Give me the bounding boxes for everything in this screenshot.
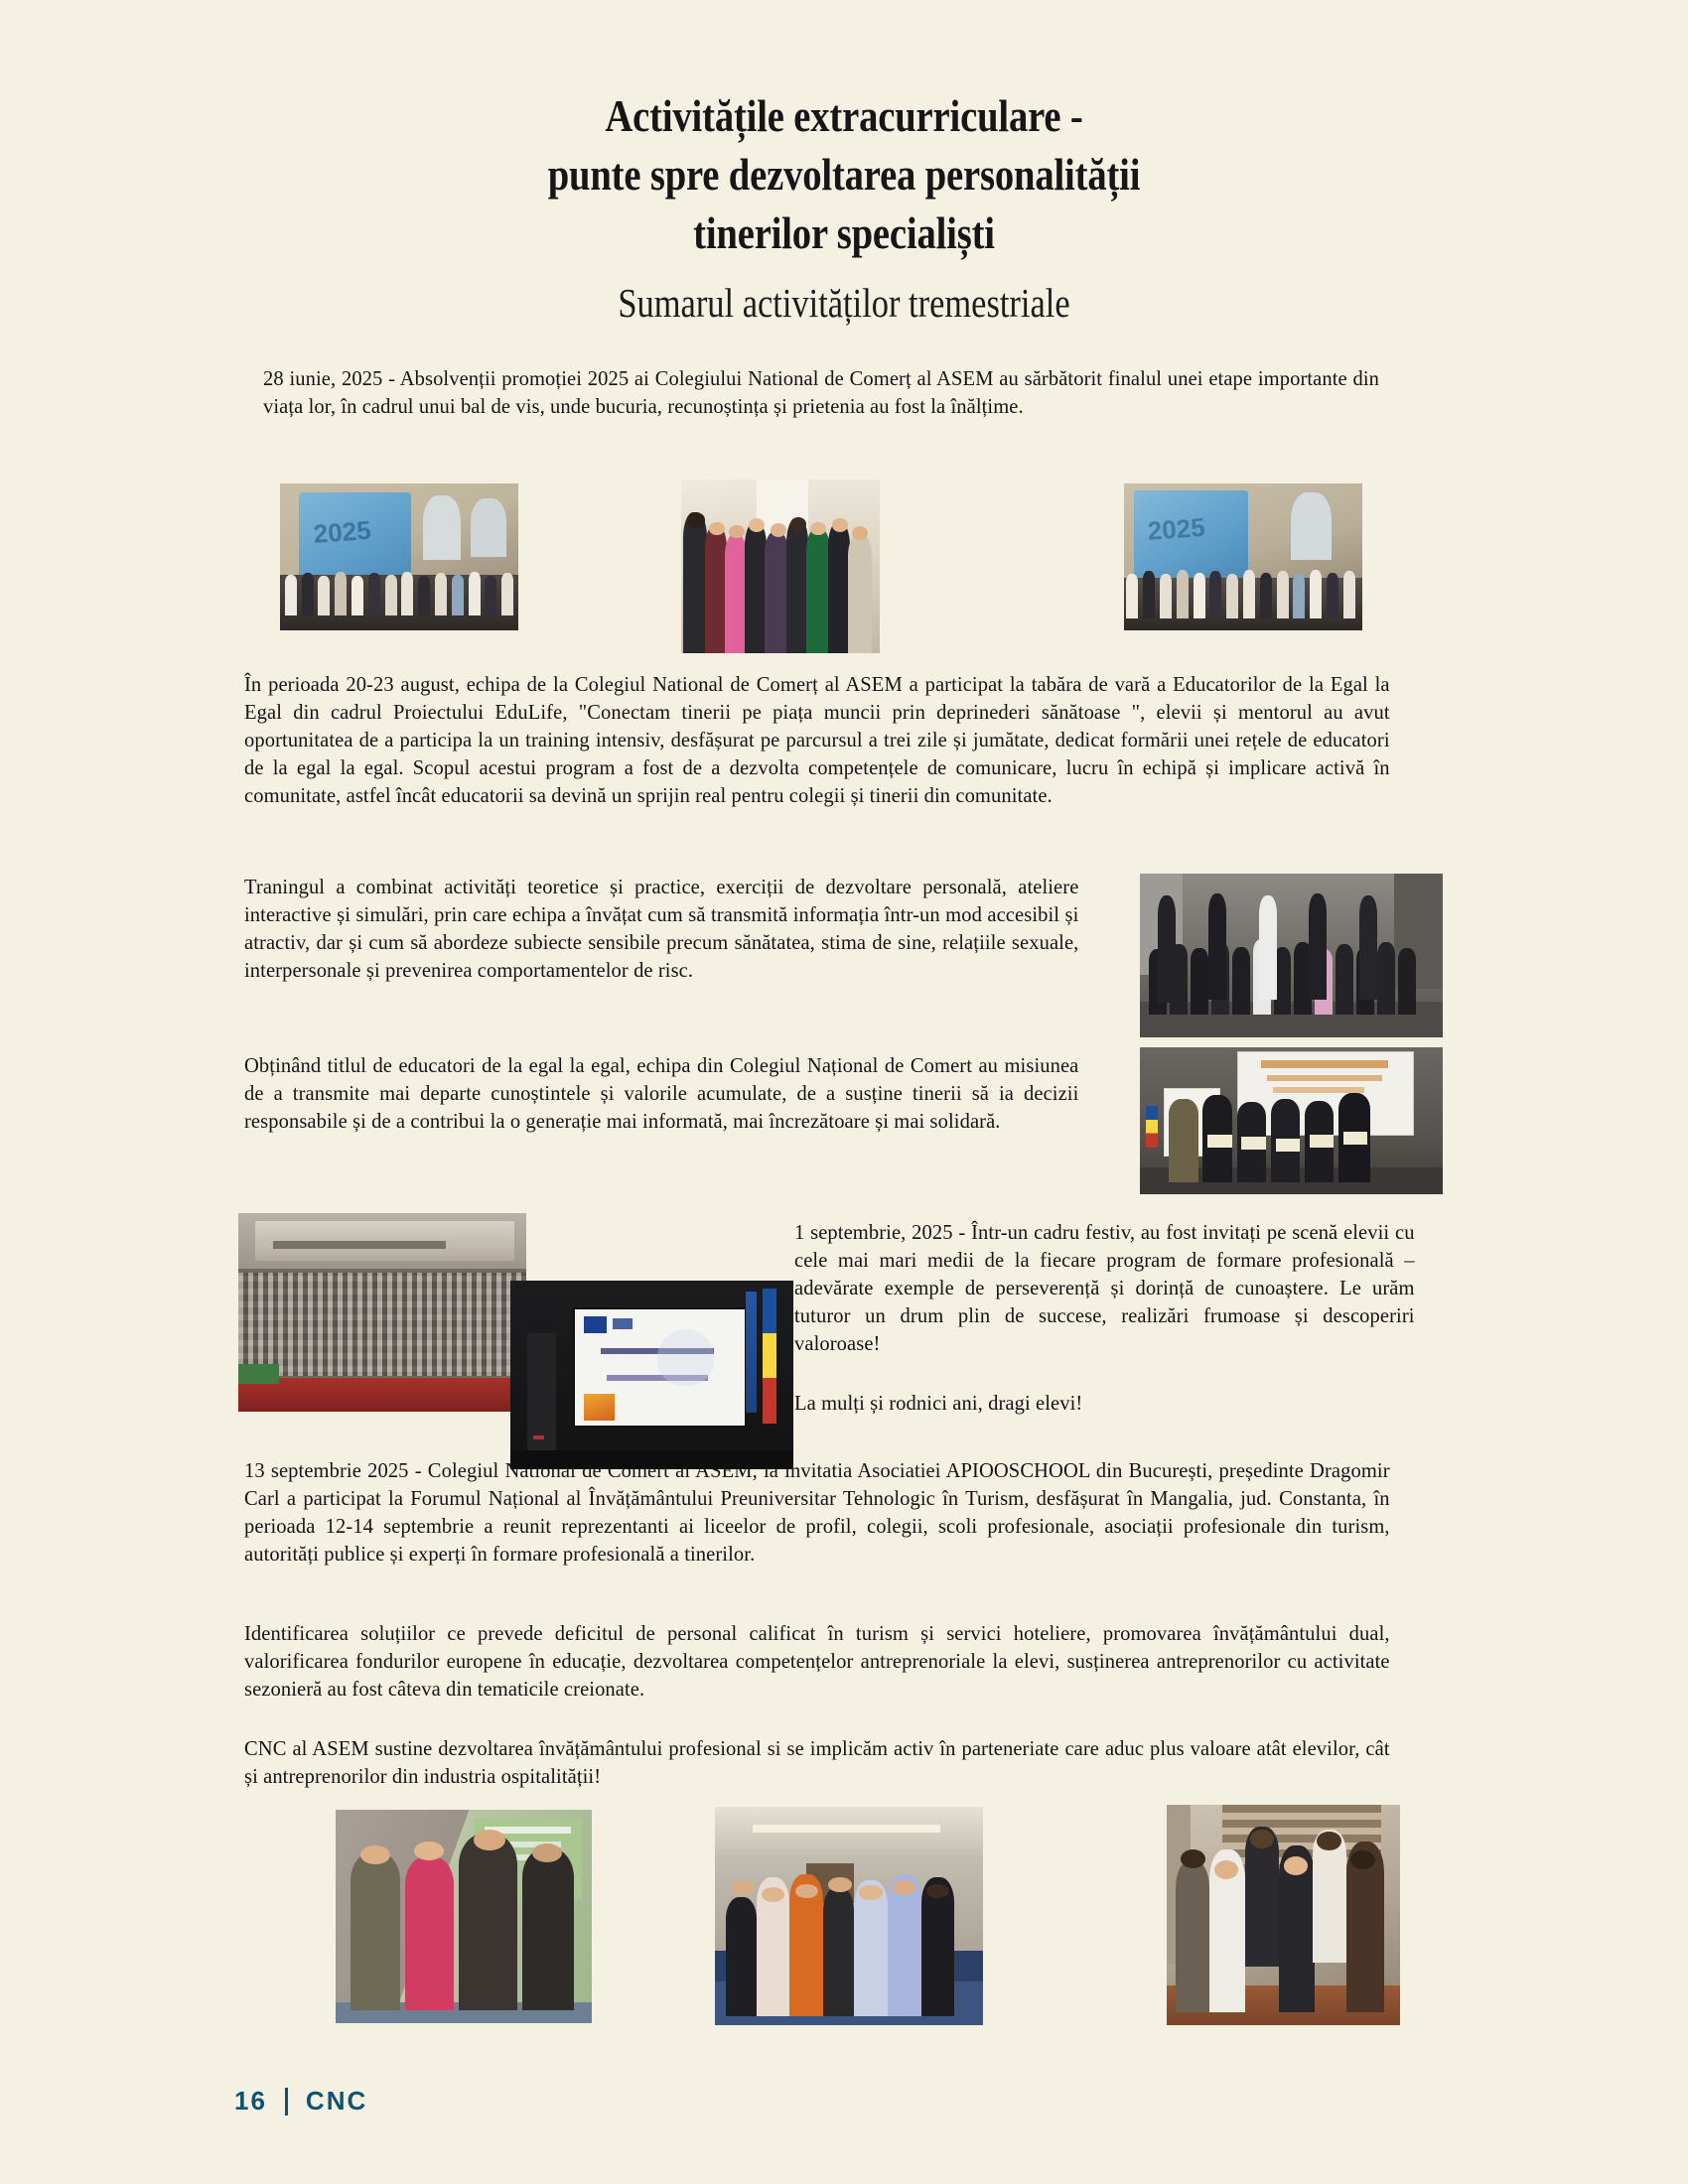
paragraph-greeting-line: La mulți și rodnici ani, dragi elevi! <box>794 1391 1083 1415</box>
page-header <box>0 0 1688 327</box>
graduation-ceremony-stage-photo: 2025 <box>280 483 518 630</box>
paragraph-first-september: 1 septembrie, 2025 - Într-un cadru festiv, au fost invitați pe scenă elevii cu cele mai mari medii de la fiecare program de formare profesională – adevărate exemple de perseverență și dorință de cunoaștere. Le urăm tuturor un drum plin de succese, realizări frumoase și descoperiri valoroase! <box>794 1220 1415 1355</box>
page-title-line-3: tinerilor specialiști <box>693 206 995 258</box>
page-title <box>302 87 1386 263</box>
footer-separator <box>285 2088 288 2116</box>
footer-label: CNC <box>305 2086 368 2116</box>
edulife-camp-group-photo <box>1140 874 1443 1037</box>
forum-participants-photo <box>336 1810 592 2023</box>
auditorium-assembly-photo <box>238 1213 526 1412</box>
paragraph-forum-announcement: 13 septembrie 2025 - Colegiul National de Comert al ASEM, la invitatia Asociatiei APIOOSCHOOL din București, președinte Dragomir Carl a participat la Forumul Național al Învățământului Preuniversitar Tehnologic în Turism, desfășurat în Mangalia, jud. Constanta, în perioada 12-14 septembrie a reunit reprezentanti ai liceelor de profil, colegii, scoli profesionale, asociații profesionale din turism, autorități publice și experți în formare profesională a tinerilor. <box>244 1458 1390 1566</box>
forum-team-stairs-photo <box>1167 1805 1400 2025</box>
paragraph-graduation-intro: 28 iunie, 2025 - Absolvenții promoției 2025 ai Colegiului National de Comerț al ASEM au sărbătorit finalul unei etape importante din viața lor, în cadrul unui bal de vis, unde bucuria, recunoștința și prietenia au fost la înălțime. <box>263 366 1380 418</box>
graduation-ceremony-wide-photo: 2025 <box>1124 483 1362 630</box>
page-title-line-1: Activitățile extracurriculare - <box>605 90 1083 141</box>
page-footer <box>234 2086 367 2116</box>
paragraph-forum-topics: Identificarea soluțiilor ce prevede deficitul de personal calificat în turism și servici hoteliere, promovarea învățământului dual, valorificarea fondurilor europene în educație, dezvoltarea competențelor antreprenoriale la elevi, susținerea antreprenorilor cu activitate sezonieră au fost câteva din tematicile creionate. <box>244 1621 1390 1701</box>
graduates-group-formal-photo <box>681 479 880 653</box>
presentation-screen-photo <box>510 1281 793 1469</box>
page-title-line-2: punte spre dezvoltarea personalității <box>547 148 1141 200</box>
forum-delegation-photo <box>715 1807 983 2025</box>
edulife-diploma-ceremony-photo <box>1140 1047 1443 1194</box>
paragraph-peer-educators-mission: Obținând titlul de educatori de la egal la egal, echipa din Colegiul Național de Comert au misiunea de a transmite mai departe cunoștintele și valorile acumulate, de a susține tinerii să ia decizii responsabile și de a contribui la o generație mai informată, mai încrezătoare și mai solidară. <box>244 1053 1079 1133</box>
paragraph-edulife-camp: În perioada 20-23 august, echipa de la Colegiul National de Comerț al ASEM a participat la tabăra de vară a Educatorilor de la Egal la Egal din cadrul Proiectului EduLife, "Conectam tinerii pe piața muncii prin deprinederi sănătoase ", elevii și mentorul au avut oportunitatea de a participa la un training intensiv, desfășurat pe parcursul a trei zile și jumătate, dedicat formării unei rețele de educatori de la egal la egal. Scopul acestui program a fost de a dezvolta competențele de comunicare, lucru în echipă și implicare activă în comunitate, astfel încât educatorii sa devină un sprijin real pentru colegii și tinerii din comunitate. <box>244 672 1390 807</box>
page-subtitle: Sumarul activităților tremestriale <box>618 279 1070 326</box>
paragraph-closing-statement: CNC al ASEM sustine dezvoltarea învățământului profesional si se implicăm activ în parteneriate care aduc plus valoare atât elevilor, cât și antreprenorilor din industria ospitalității! <box>244 1736 1390 1788</box>
page-number: 16 <box>234 2086 267 2116</box>
paragraph-training-content: Traningul a combinat activități teoretice și practice, exerciții de dezvoltare personală, ateliere interactive și simulări, prin care echipa a învățat cum să transmită informația într-un mod accesibil și atractiv, dar și cum să abordeze subiecte sensibile precum sănătatea, stima de sine, relațiile sexuale, interpersonale și prevenirea comportamentelor de risc. <box>244 875 1079 982</box>
